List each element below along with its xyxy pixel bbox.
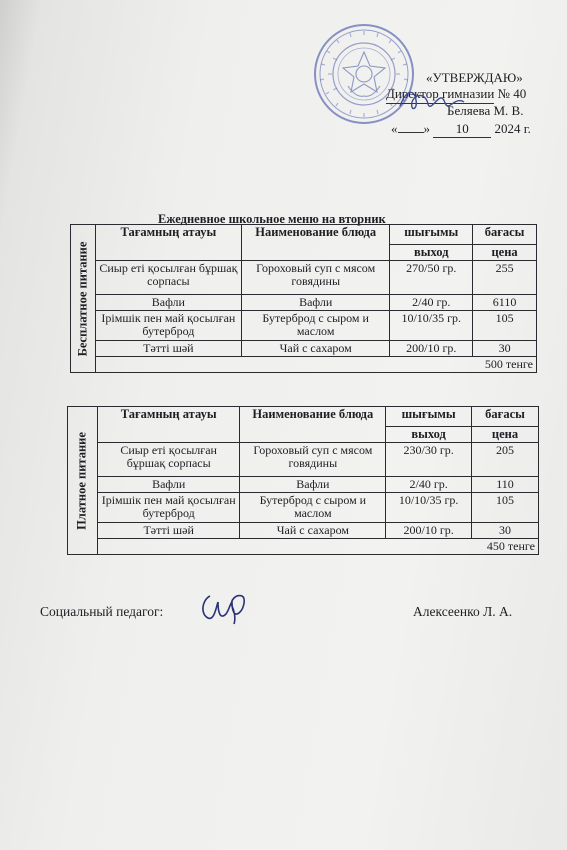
- approval-date: « » 10 2024 г.: [391, 121, 531, 136]
- header-kz-name: Тағамның атауы: [97, 407, 240, 443]
- pedagogue-signature-icon: [196, 588, 252, 628]
- table-row: [68, 443, 539, 477]
- approval-day: [398, 132, 424, 133]
- approval-month: 10: [433, 121, 491, 138]
- dish-yield: 2/40 гр.: [390, 295, 473, 311]
- section-label: Платное питание: [74, 431, 89, 530]
- dish-price: 6110: [473, 295, 537, 311]
- approval-year: 2024 г.: [494, 121, 531, 136]
- header-yield-kz: шығымы: [386, 407, 472, 427]
- dish-yield: 200/10 гр.: [390, 341, 473, 357]
- table-row: [71, 341, 537, 357]
- dish-price: 110: [472, 477, 539, 493]
- dish-ru: Вафли: [241, 295, 389, 311]
- dish-kz: Вафли: [95, 295, 241, 311]
- dish-kz: Сиыр еті қосылған бұршақ сорпасы: [95, 261, 241, 295]
- header-yield-kz: шығымы: [390, 225, 473, 245]
- table-row: [68, 477, 539, 493]
- dish-price: 255: [473, 261, 537, 295]
- dish-kz: Ірімшік пен май қосылған бутерброд: [95, 311, 241, 341]
- dish-price: 30: [473, 341, 537, 357]
- dish-price: 105: [473, 311, 537, 341]
- section-label: Бесплатное питание: [75, 241, 90, 356]
- section-label-cell: [71, 225, 96, 373]
- table-row: [71, 261, 537, 295]
- dish-yield: 10/10/35 гр.: [386, 493, 472, 523]
- table-row: [68, 523, 539, 539]
- table-row: [71, 295, 537, 311]
- dish-kz: Вафли: [97, 477, 240, 493]
- dish-ru: Гороховый суп с мясом говядины: [241, 261, 389, 295]
- dish-yield: 10/10/35 гр.: [390, 311, 473, 341]
- dish-kz: Ірімшік пен май қосылған бутерброд: [97, 493, 240, 523]
- dish-ru: Вафли: [240, 477, 386, 493]
- header-price-ru: цена: [473, 245, 537, 261]
- header-ru-name: Наименование блюда: [240, 407, 386, 443]
- header-price-kz: бағасы: [472, 407, 539, 427]
- paid-meals-table: [67, 406, 539, 555]
- header-kz-name: Тағамның атауы: [95, 225, 241, 261]
- dish-yield: 2/40 гр.: [386, 477, 472, 493]
- table-row: [68, 493, 539, 523]
- director-signature-icon: [396, 84, 466, 116]
- dish-kz: Тәтті шәй: [95, 341, 241, 357]
- table-row: [71, 311, 537, 341]
- total-price: 450 тенге: [97, 539, 538, 555]
- dish-yield: 270/50 гр.: [390, 261, 473, 295]
- dish-ru: Бутерброд с сыром и маслом: [241, 311, 389, 341]
- approval-position: Директор гимназии № 40: [386, 86, 527, 101]
- dish-ru: Чай с сахаром: [240, 523, 386, 539]
- approval-name: Беляева М. В.: [447, 103, 524, 118]
- dish-price: 105: [472, 493, 539, 523]
- dish-ru: Чай с сахаром: [241, 341, 389, 357]
- total-price: 500 тенге: [95, 357, 536, 373]
- header-yield-ru: выход: [386, 427, 472, 443]
- header-price-ru: цена: [472, 427, 539, 443]
- free-meals-table: [70, 224, 537, 373]
- header-yield-ru: выход: [390, 245, 473, 261]
- header-ru-name: Наименование блюда: [241, 225, 389, 261]
- dish-yield: 200/10 гр.: [386, 523, 472, 539]
- dish-ru: Гороховый суп с мясом говядины: [240, 443, 386, 477]
- dish-ru: Бутерброд с сыром и маслом: [240, 493, 386, 523]
- dish-kz: Сиыр еті қосылған бұршақ сорпасы: [97, 443, 240, 477]
- section-label-cell: [68, 407, 98, 555]
- header-price-kz: бағасы: [473, 225, 537, 245]
- approval-heading: «УТВЕРЖДАЮ»: [426, 70, 523, 85]
- menu-title: Ежедневное школьное меню на вторник: [158, 212, 386, 226]
- signature-label: Социальный педагог:: [40, 604, 164, 619]
- dish-price: 30: [472, 523, 539, 539]
- dish-price: 205: [472, 443, 539, 477]
- signature-name: Алексеенко Л. А.: [413, 604, 513, 619]
- dish-yield: 230/30 гр.: [386, 443, 472, 477]
- dish-kz: Тәтті шәй: [97, 523, 240, 539]
